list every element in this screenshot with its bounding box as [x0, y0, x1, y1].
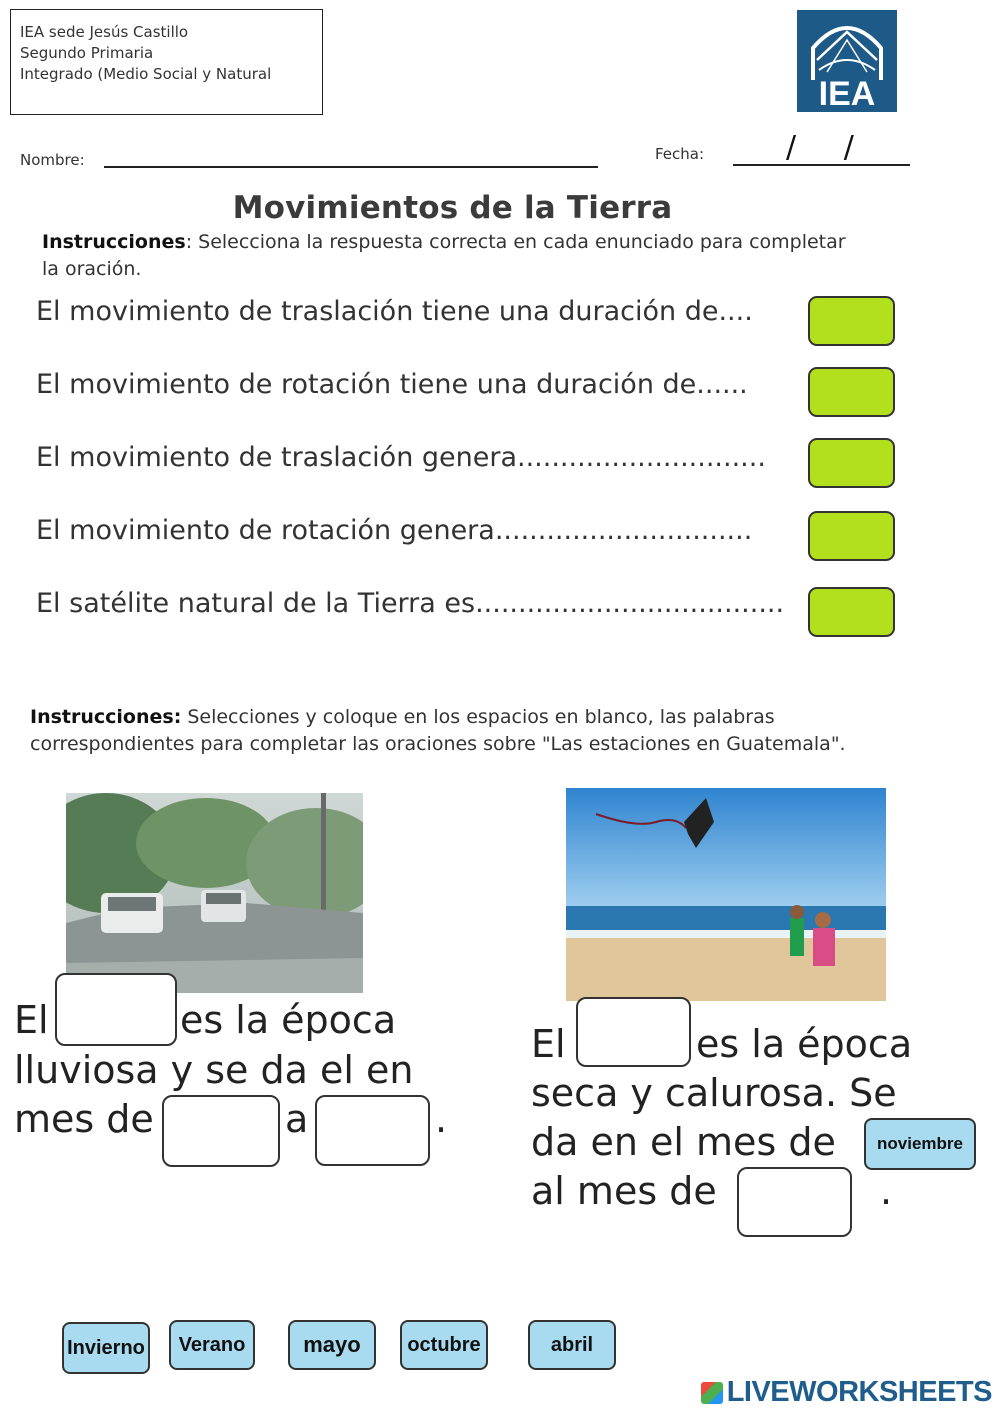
rainy-text-2: lluviosa y se da el en: [14, 1048, 414, 1092]
question-4: El movimiento de rotación genera..............................: [36, 515, 753, 546]
question-2: El movimiento de rotación tiene una duración de......: [36, 369, 748, 400]
question-5: El satélite natural de la Tierra es....................................: [36, 588, 785, 619]
svg-text:IEA: IEA: [818, 75, 876, 112]
date-label: Fecha:: [655, 145, 705, 163]
answer-box-1[interactable]: [808, 296, 895, 346]
dry-text-1: es la época: [696, 1022, 913, 1066]
instructions-bold: Instrucciones: [42, 231, 186, 253]
chip-mayo[interactable]: mayo: [288, 1320, 376, 1370]
question-1: El movimiento de traslación tiene una duración de....: [36, 296, 753, 327]
liveworksheets-brand[interactable]: [701, 1376, 992, 1409]
blank-rainy-end-month[interactable]: [315, 1095, 430, 1166]
section1-instructions: [42, 229, 862, 283]
dry-word-el: El: [531, 1022, 566, 1066]
grade-label: Segundo Primaria: [20, 44, 154, 62]
name-label: Nombre:: [20, 151, 85, 169]
answer-box-3[interactable]: [808, 438, 895, 488]
page-title: Movimientos de la Tierra: [232, 190, 673, 226]
subject-label: Integrado (Medio Social y Natural: [20, 65, 272, 83]
dry-text-4: al mes de: [531, 1169, 717, 1213]
rainy-word-a: a: [285, 1097, 309, 1141]
school-info-box: [10, 9, 323, 115]
answer-box-5[interactable]: [808, 587, 895, 637]
answer-box-4[interactable]: [808, 511, 895, 561]
instructions-text: Selecciones y coloque en los espacios en blanco, las palabras correspondientes para completar las oraciones sobre "Las estaciones en Guatemala".: [30, 706, 846, 755]
school-name: IEA sede Jesús Castillo: [20, 23, 189, 41]
liveworksheets-logo-icon: [701, 1382, 723, 1404]
dry-period: .: [880, 1169, 893, 1213]
chip-verano[interactable]: Verano: [169, 1320, 255, 1370]
rainy-word-el: El: [14, 998, 49, 1042]
rainy-text-3: mes de: [14, 1097, 154, 1141]
blank-dry-end-month[interactable]: [737, 1167, 852, 1237]
date-slashes: / /: [786, 130, 854, 165]
chip-invierno[interactable]: Invierno: [62, 1322, 150, 1374]
instructions-text: : Selecciona la respuesta correcta en cada enunciado para completar la oración.: [42, 231, 846, 280]
blank-dry-season[interactable]: [576, 997, 691, 1067]
blank-rainy-start-month[interactable]: [162, 1095, 280, 1167]
iea-logo-icon: [797, 10, 897, 112]
dry-text-3: da en el mes de: [531, 1120, 836, 1164]
iea-logo: [797, 10, 897, 112]
brand-text: LIVEWORKSHEETS: [726, 1376, 992, 1408]
name-line: [104, 166, 598, 168]
section2-instructions: [30, 704, 910, 758]
rainy-text-1: es la época: [180, 998, 397, 1042]
chip-noviembre-placed[interactable]: noviembre: [864, 1118, 976, 1170]
chip-octubre[interactable]: octubre: [400, 1320, 488, 1370]
beach-kite-photo: [566, 788, 886, 1001]
rainy-street-photo: [66, 793, 363, 993]
blank-rainy-season[interactable]: [55, 973, 177, 1046]
dry-text-2: seca y calurosa. Se: [531, 1071, 897, 1115]
instructions-bold: Instrucciones:: [30, 706, 182, 728]
chip-abril[interactable]: abril: [528, 1320, 616, 1370]
answer-box-2[interactable]: [808, 367, 895, 417]
rainy-period: .: [435, 1097, 448, 1141]
question-3: El movimiento de traslación genera.............................: [36, 442, 766, 473]
